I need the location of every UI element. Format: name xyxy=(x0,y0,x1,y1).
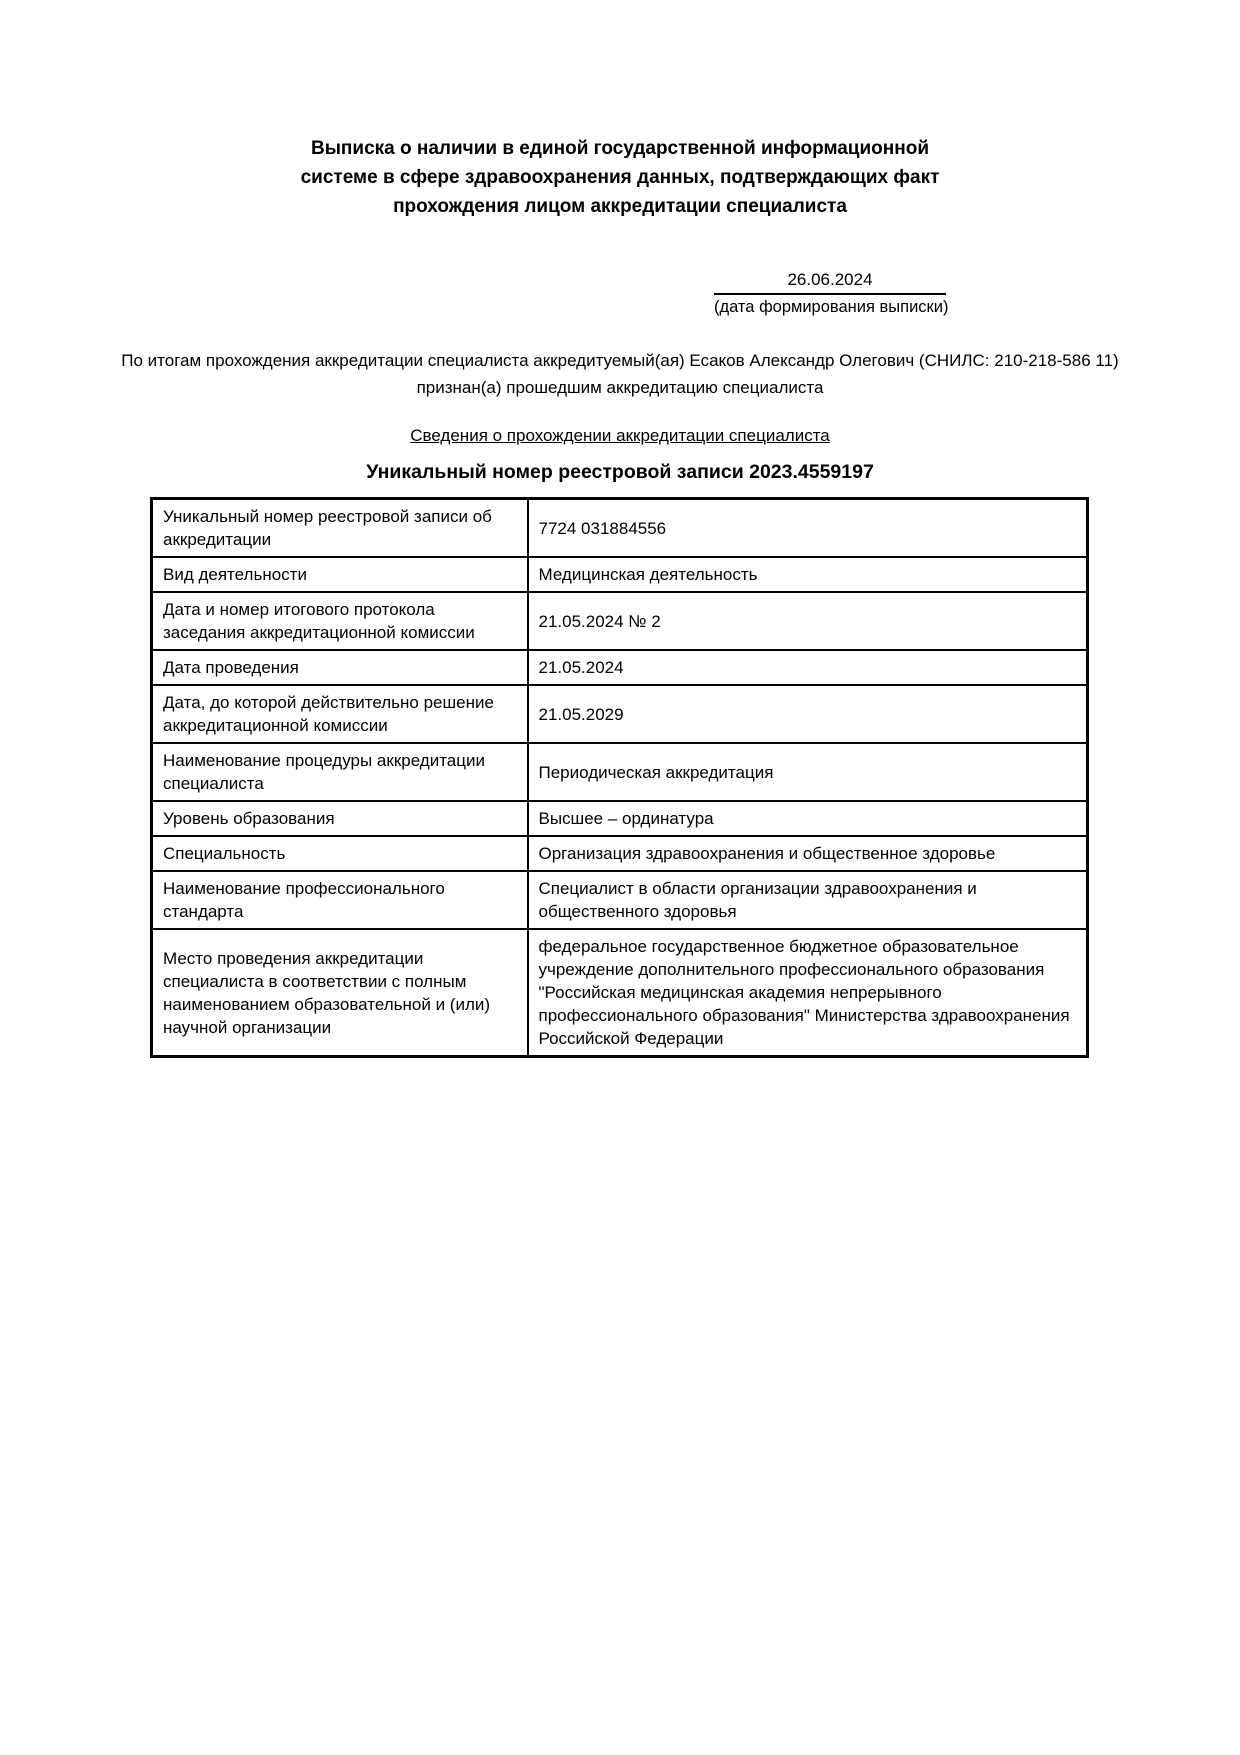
table-row xyxy=(152,929,1088,1057)
document-title-line-2: системе в сфере здравоохранения данных, подтверждающих факт xyxy=(300,167,940,188)
issue-date-caption: (дата формирования выписки) xyxy=(714,298,949,316)
accreditation-table-body xyxy=(152,499,1088,1057)
row-label-cell: Уровень образования xyxy=(152,801,528,836)
row-label-cell: Вид деятельности xyxy=(152,557,528,592)
table-row xyxy=(152,871,1088,929)
table-row xyxy=(152,743,1088,801)
table-row xyxy=(152,650,1088,685)
row-value-cell: Высшее – ординатура xyxy=(528,801,1088,836)
row-value-cell: 21.05.2024 № 2 xyxy=(528,592,1088,650)
issue-date: 26.06.2024 xyxy=(714,270,946,295)
document-title xyxy=(0,134,1240,221)
row-value-cell: Организация здравоохранения и общественное здоровье xyxy=(528,836,1088,871)
row-value-cell: 21.05.2029 xyxy=(528,685,1088,743)
document-title-line-3: прохождения лицом аккредитации специалиста xyxy=(393,196,847,217)
row-label-cell: Дата, до которой действительно решение аккредитационной комиссии xyxy=(152,685,528,743)
row-value-cell: 7724 031884556 xyxy=(528,499,1088,558)
row-label-cell: Место проведения аккредитации специалиста в соответствии с полным наименованием образовательной и (или) научной организации xyxy=(152,929,528,1057)
table-row xyxy=(152,557,1088,592)
intro-paragraph: По итогам прохождения аккредитации специалиста аккредитуемый(ая) Есаков Александр Олегович (СНИЛС: 210-218-586 11) признан(а) прошедшим аккредитацию специалиста xyxy=(121,351,1119,397)
table-row xyxy=(152,685,1088,743)
accreditation-table xyxy=(150,497,1089,1058)
row-label-cell: Наименование профессионального стандарта xyxy=(152,871,528,929)
row-value-cell: Медицинская деятельность xyxy=(528,557,1088,592)
row-label-cell: Специальность xyxy=(152,836,528,871)
row-value-cell: 21.05.2024 xyxy=(528,650,1088,685)
row-label-cell: Дата и номер итогового протокола заседания аккредитационной комиссии xyxy=(152,592,528,650)
row-value-cell: Специалист в области организации здравоохранения и общественного здоровья xyxy=(528,871,1088,929)
table-row xyxy=(152,836,1088,871)
table-row xyxy=(152,801,1088,836)
row-value-cell: Периодическая аккредитация xyxy=(528,743,1088,801)
document-title-line-1: Выписка о наличии в единой государственной информационной xyxy=(310,138,930,159)
row-value-cell: федеральное государственное бюджетное образовательное учреждение дополнительного профессионального образования "Российская медицинская академия непрерывного профессионального образования" Министерства здравоохранения Российской Федерации xyxy=(528,929,1088,1057)
row-label-cell: Дата проведения xyxy=(152,650,528,685)
registry-number-heading: Уникальный номер реестровой записи 2023.4559197 xyxy=(366,461,874,483)
table-row xyxy=(152,499,1088,558)
section-heading: Сведения о прохождении аккредитации специалиста xyxy=(410,426,830,445)
issue-date-block xyxy=(714,270,949,317)
row-label-cell: Уникальный номер реестровой записи об аккредитации xyxy=(152,499,528,558)
table-row xyxy=(152,592,1088,650)
row-label-cell: Наименование процедуры аккредитации специалиста xyxy=(152,743,528,801)
